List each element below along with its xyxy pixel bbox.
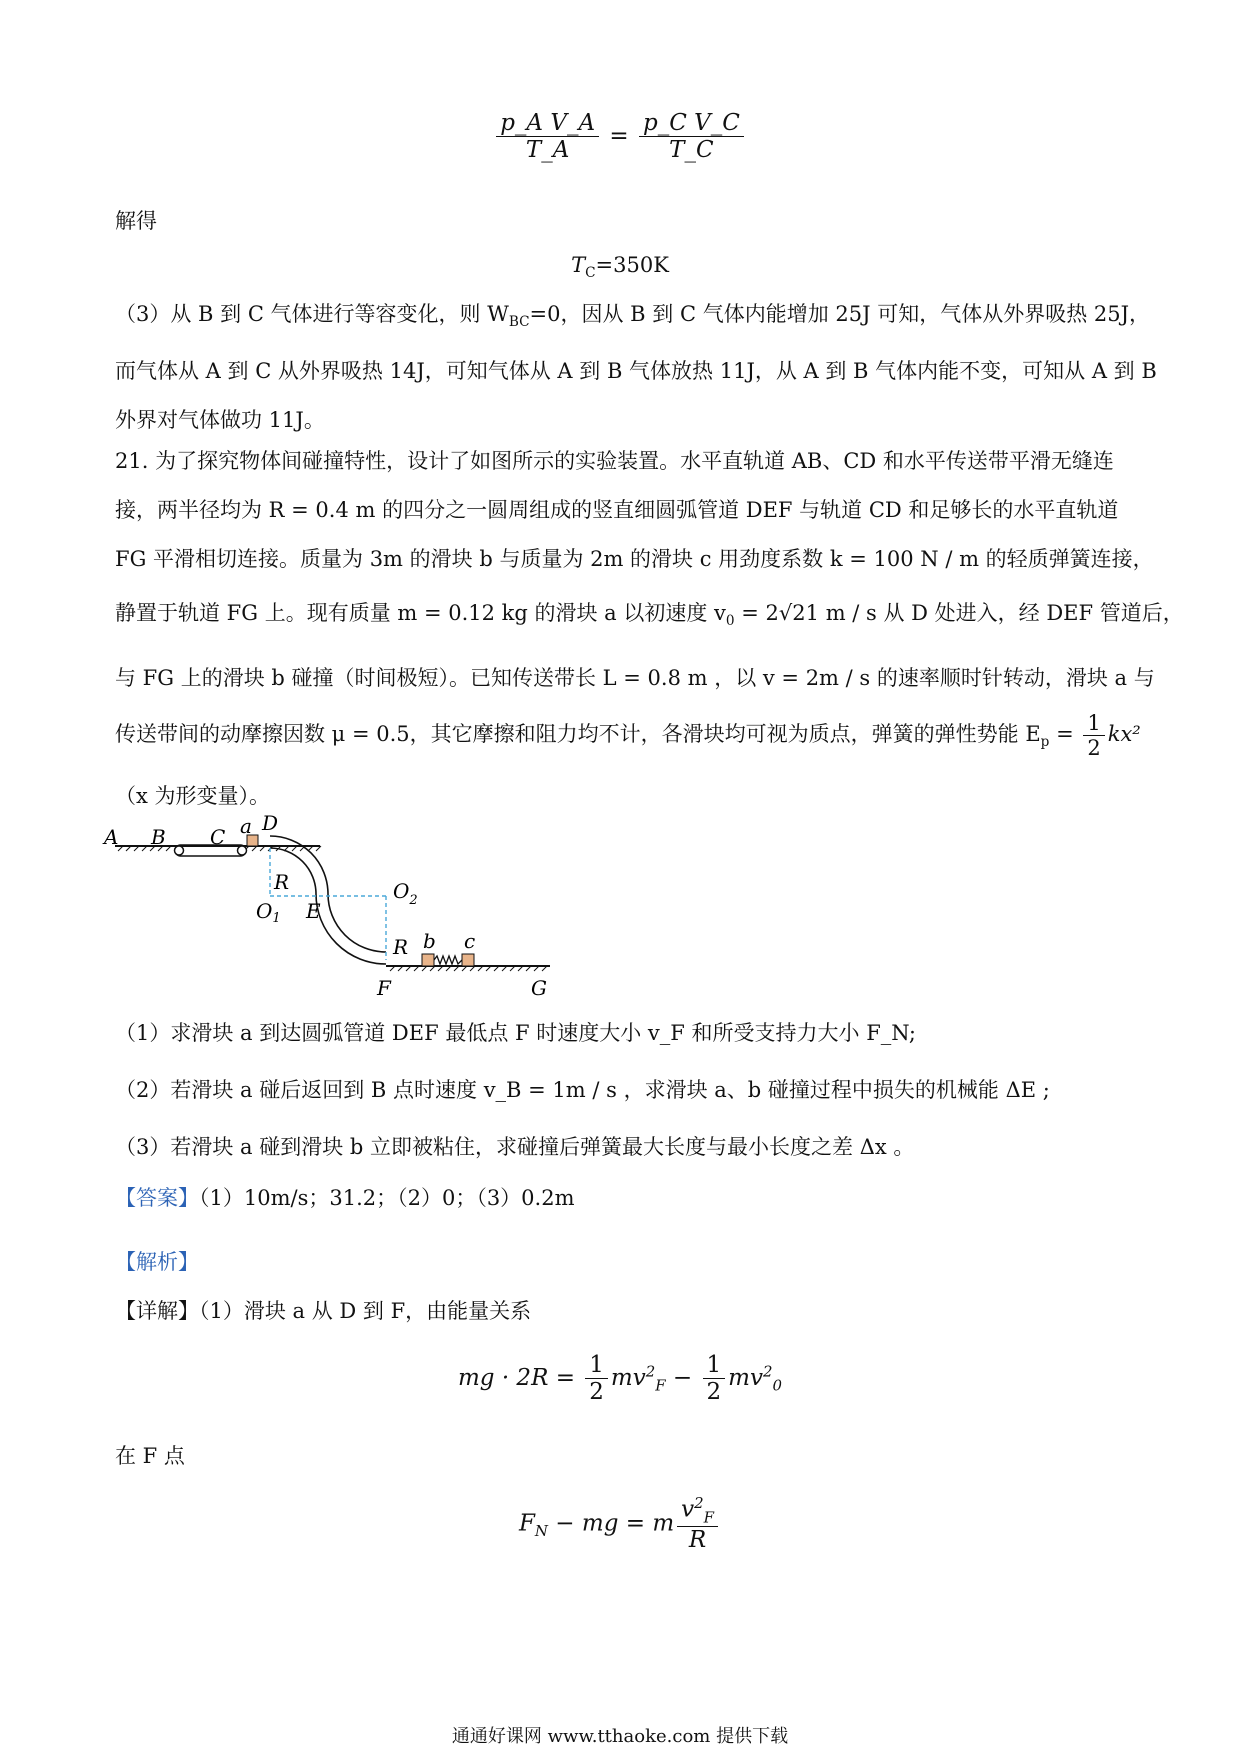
label-b: b <box>423 929 436 953</box>
q21-line-4: 静置于轨道 FG 上。现有质量 m = 0.12 kg 的滑块 a 以初速度 $v_0 = 2√21$ m / s 从 D 处进入，经 DEF 管道后， <box>115 601 1184 630</box>
label-F: F <box>377 976 391 1000</box>
tube-inner <box>270 848 386 964</box>
numerator-left: p_A V_A <box>496 110 599 137</box>
detail-tag: 【详解】 <box>115 1299 199 1323</box>
sub-question-2: （2）若滑块 a 碰后返回到 B 点时速度 v_B = 1m / s ，求滑块 a、b 碰撞过程中损失的机械能 ΔE ; <box>115 1078 1050 1102</box>
part3-line-2: 而气体从 A 到 C 从外界吸热 14J，可知气体从 A 到 B 气体放热 11J，从 A 到 B 气体内能不变，可知从 A 到 B <box>115 359 1157 384</box>
half-fraction: $\frac{1}{2}$ <box>1083 711 1104 760</box>
fraction-left <box>496 110 599 164</box>
sub-question-3: （3）若滑块 a 碰到滑块 b 立即被粘住，求碰撞后弹簧最大长度与最小长度之差 Δx 。 <box>115 1135 915 1159</box>
part3-solution <box>115 290 1157 445</box>
sub-question-1: （1）求滑块 a 到达圆弧管道 DEF 最低点 F 时速度大小 v_F 和所受支持力大小 F_N; <box>115 1021 916 1045</box>
denominator-right: T_C <box>669 137 714 164</box>
analysis-tag: 【解析】 <box>115 1250 199 1274</box>
block-c <box>462 954 474 966</box>
q21-line-1: 21. 为了探究物体间碰撞特性，设计了如图所示的实验装置。水平直轨道 AB、CD 和水平传送带平滑无缝连 <box>115 449 1114 473</box>
label-B: B <box>151 825 166 849</box>
energy-equation: mg · 2R = $\frac{1}{2}$ $mv^2_F$ − $\frac{1}{2}$ $mv^2_0$ <box>457 1352 783 1406</box>
q21-line-5: 与 FG 上的滑块 b 碰撞（时间极短）。已知传送带长 L = 0.8 m ，以 v = 2m / s 的速率顺时针转动，滑块 a 与 <box>115 666 1155 691</box>
label-C: C <box>210 825 226 849</box>
roller-right <box>238 846 247 855</box>
apparatus-diagram <box>104 808 630 1008</box>
label-R-upper: R <box>274 870 290 894</box>
force-equation: $F_N$ − mg = m $\frac{v^2_F}{R}$ <box>0 1495 1240 1554</box>
part3-line-3: 外界对气体做功 11J。 <box>115 408 325 433</box>
question-21 <box>115 437 1184 822</box>
part3-line-1: （3）从 B 到 C 气体进行等容变化，则 $W_{BC}=0$，因从 B 到 C 气体内能增加 25J 可知，气体从外界吸热 25J， <box>115 302 1151 331</box>
label-E: E <box>306 899 321 923</box>
answer-line <box>115 1182 575 1212</box>
at-f-point: 在 F 点 <box>115 1444 185 1468</box>
tc-subscript: C <box>585 265 596 282</box>
numerator-right: p_C V_C <box>639 110 744 137</box>
denominator-left: T_A <box>525 137 570 164</box>
label-a: a <box>240 814 252 838</box>
fraction-right <box>639 110 744 164</box>
label-c: c <box>464 929 476 953</box>
label-A: A <box>104 825 119 849</box>
q21-line-2: 接，两半径均为 R = 0.4 m 的四分之一圆周组成的竖直细圆弧管道 DEF 与轨道 CD 和足够长的水平直轨道 <box>115 498 1119 522</box>
tc-value: =350K <box>595 253 669 277</box>
roller-left <box>175 846 184 855</box>
label-R-lower: R <box>393 935 409 959</box>
equals-sign: = <box>609 122 629 149</box>
block-b <box>422 954 434 966</box>
footer-watermark: 通通好课网 www.tthaoke.com 提供下载 <box>451 1726 789 1747</box>
answer-tag: 【答案】 <box>115 1186 199 1210</box>
ideal-gas-equation <box>0 110 1240 164</box>
label-O1: $O_1$ <box>256 899 281 926</box>
tc-symbol: T <box>571 253 586 277</box>
tc-result <box>0 253 1240 281</box>
q21-line-3: FG 平滑相切连接。质量为 3m 的滑块 b 与质量为 2m 的滑块 c 用劲度系数 k = 100 N / m 的轻质弹簧连接， <box>115 547 1154 571</box>
q21-line-7: （x 为形变量）。 <box>115 784 271 809</box>
detail-text: （1）滑块 a 从 D 到 F，由能量关系 <box>199 1299 532 1323</box>
label-G: G <box>531 976 547 1000</box>
detail-line <box>115 1295 531 1325</box>
label-O2: $O_2$ <box>393 879 418 908</box>
spring <box>434 956 462 964</box>
answer-text: （1）10m/s；31.2；（2）0；（3）0.2m <box>199 1186 575 1210</box>
label-D: D <box>262 811 279 835</box>
jiede-label: 解得 <box>115 209 157 233</box>
q21-line-6: 传送带间的动摩擦因数 μ = 0.5，其它摩擦和阻力均不计，各滑块均可视为质点，弹簧的弹性势能 $E_p$ = $\frac{1}{2}$ kx² <box>115 711 1141 761</box>
sub-questions <box>115 1005 1135 1176</box>
